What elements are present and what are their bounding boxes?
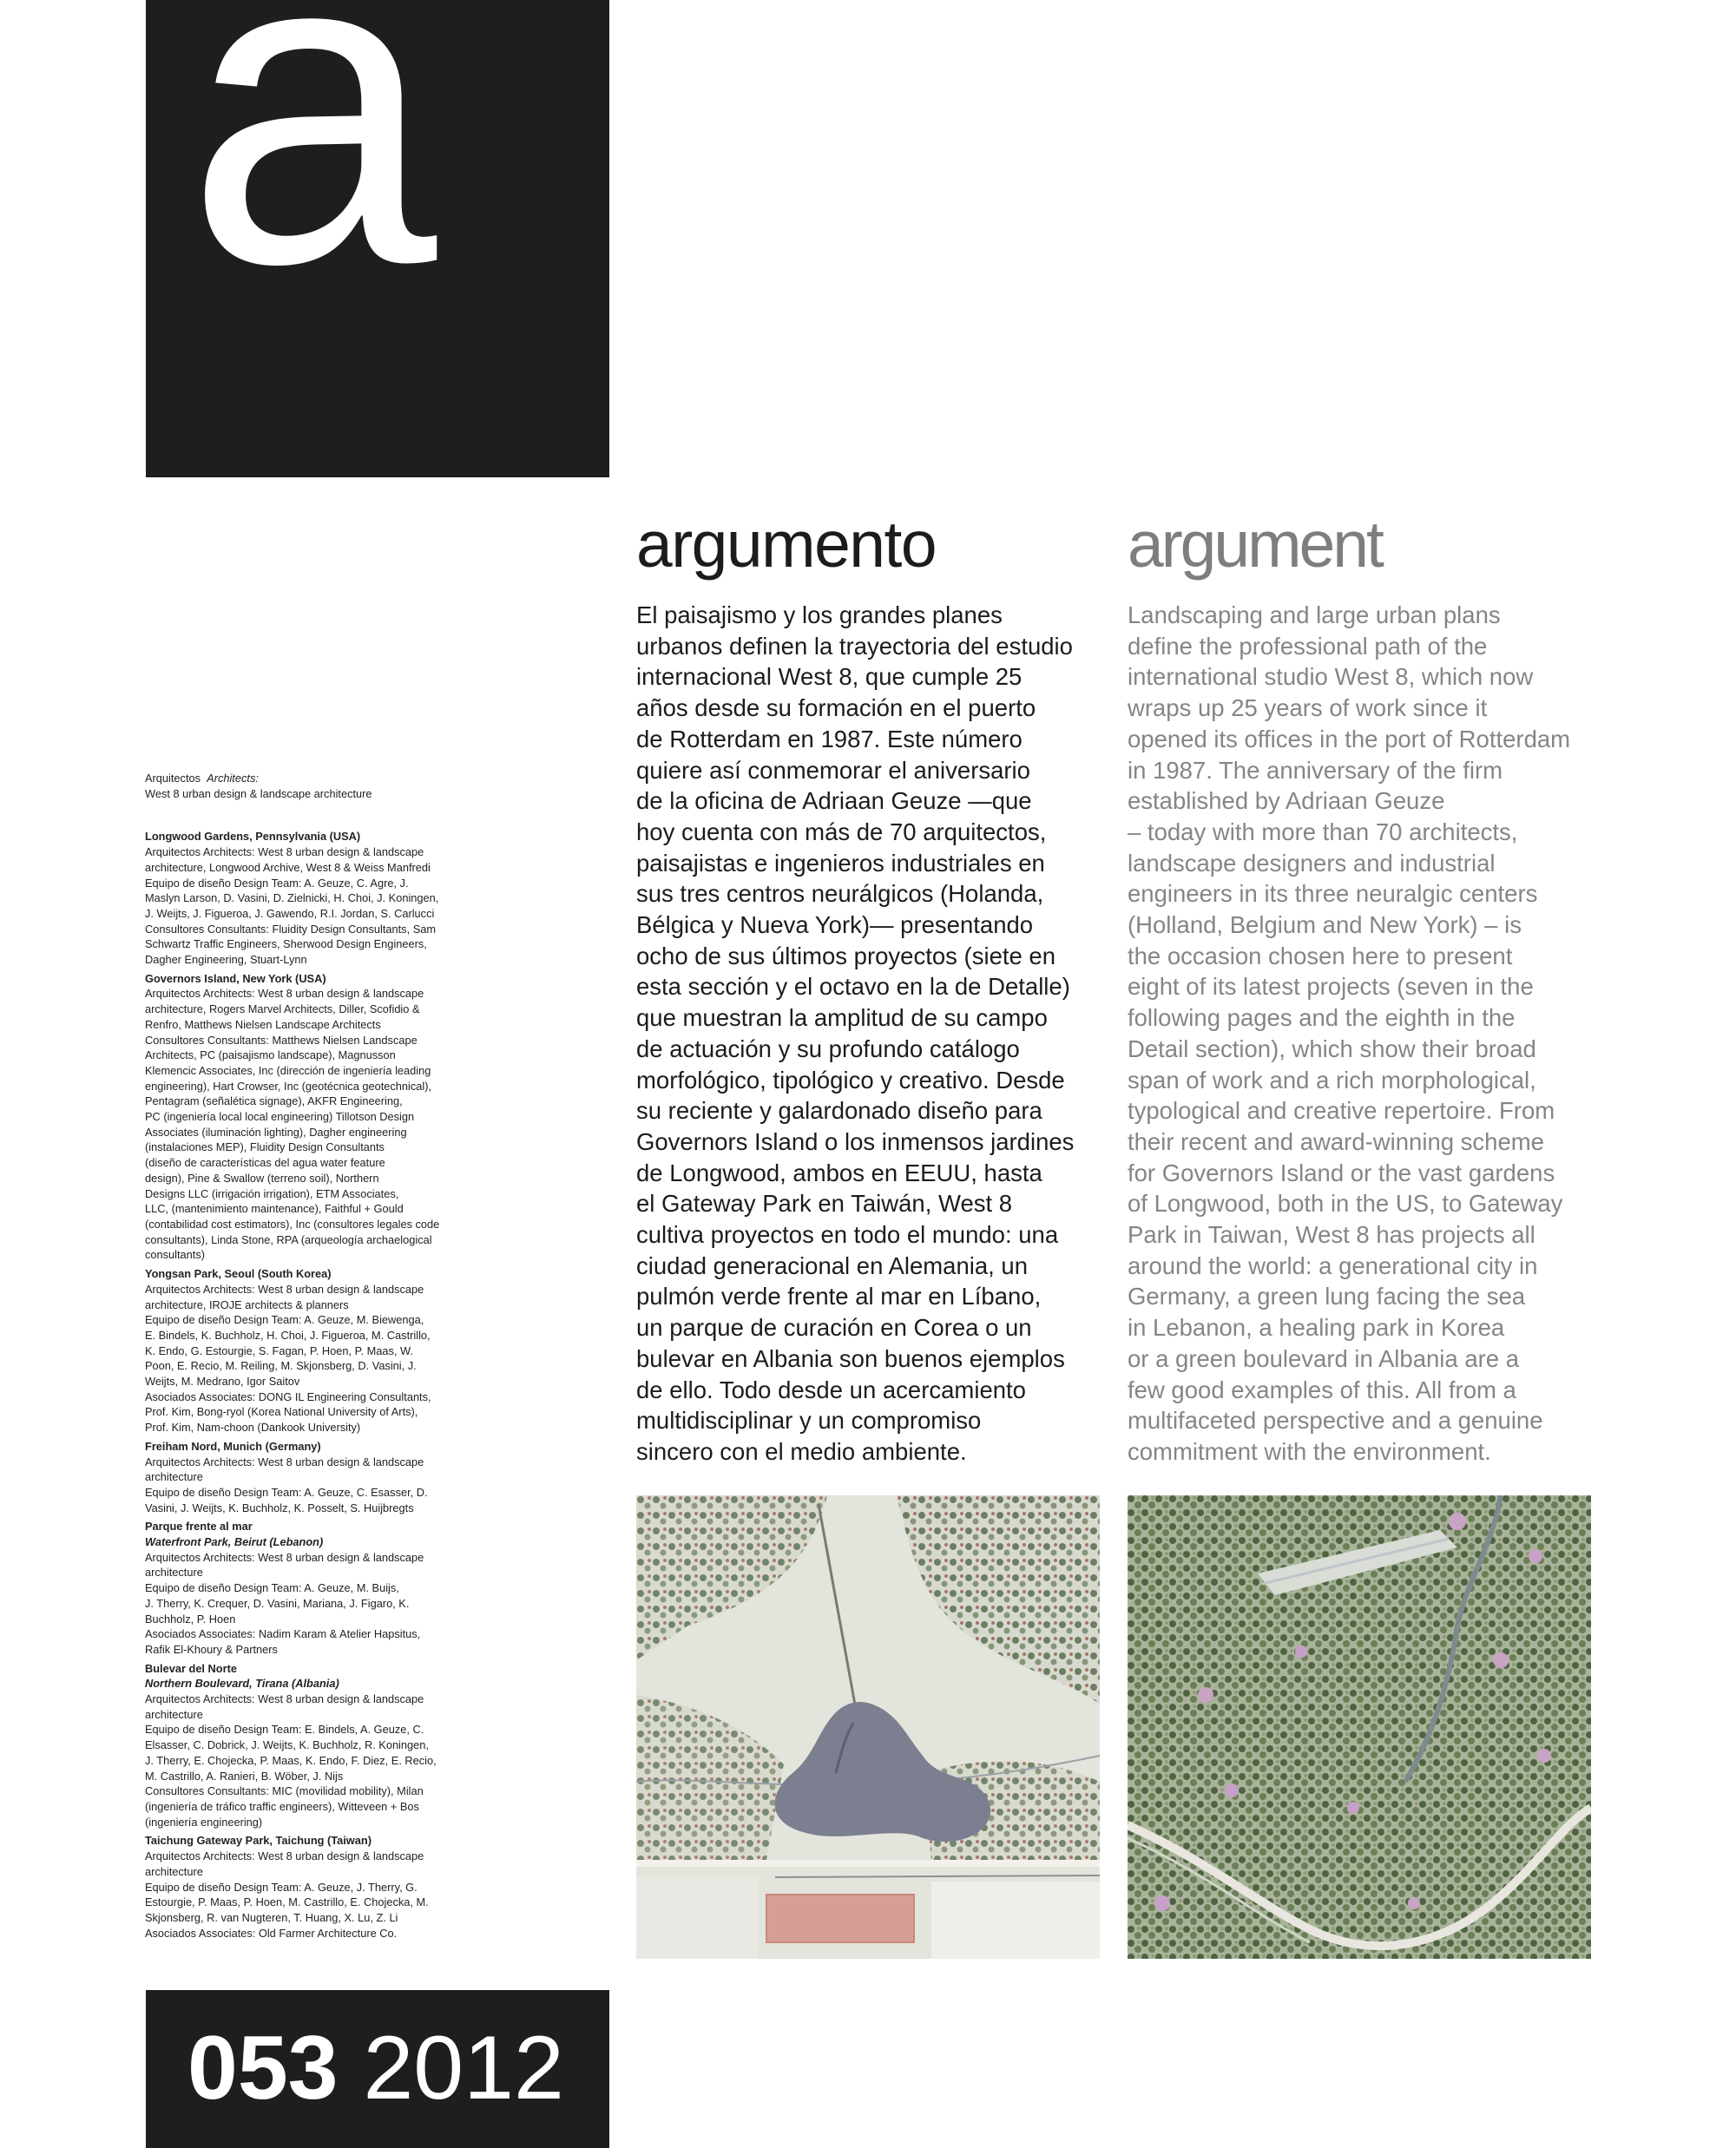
spanish-title: argumento (636, 508, 937, 581)
credits-line: Arquitectos Architects: West 8 urban design & landscape (145, 1282, 424, 1296)
credits-line: J. Therry, K. Crequer, D. Vasini, Mariana, J. Figaro, K. (145, 1596, 410, 1610)
spanish-body-line: ciudad generacional en Alemania, un (636, 1251, 1029, 1279)
english-body-line: in Lebanon, a healing park in Korea (1128, 1314, 1505, 1342)
issue-number: 053 (187, 2018, 339, 2118)
site-plan-left-graphic (636, 1495, 1100, 1959)
english-body-line: or a green boulevard in Albania are a (1128, 1344, 1520, 1372)
issue-block (146, 1990, 609, 2148)
credits-line: Dagher Engineering, Stuart-Lynn (145, 953, 307, 967)
spanish-body-line: de Rotterdam en 1987. Este número (636, 725, 1023, 752)
english-body-line: span of work and a rich morphological, (1128, 1066, 1536, 1094)
spanish-body-line: multidisciplinar y un compromiso (636, 1407, 982, 1435)
english-body-line: wraps up 25 years of work since it (1128, 694, 1488, 722)
credits-line: design), Pine & Swallow (terreno soil), Northern (145, 1171, 379, 1185)
credits-line: Klemencic Associates, Inc (dirección de ingeniería leading (145, 1063, 431, 1077)
credits-line: Arquitectos Architects: West 8 urban design & landscape (145, 1550, 424, 1564)
english-body-line: Landscaping and large urban plans (1128, 601, 1501, 628)
spanish-body-line: paisajistas e ingenieros industriales en (636, 849, 1045, 877)
english-body-line: of Longwood, both in the US, to Gateway (1128, 1190, 1563, 1218)
credits-line: Prof. Kim, Bong-ryol (Korea National University of Arts), (145, 1405, 418, 1419)
credits-line: PC (ingeniería local local engineering) Tillotson Design (145, 1110, 415, 1124)
english-body-line: landscape designers and industrial (1128, 849, 1496, 877)
english-body-line: international studio West 8, which now (1128, 663, 1534, 691)
credits-line: Asociados Associates: Nadim Karam & Atelier Hapsitus, (145, 1627, 421, 1641)
english-body-line: eight of its latest projects (seven in the (1128, 973, 1534, 1001)
english-body-line: opened its offices in the port of Rotterdam (1128, 725, 1571, 752)
credits-project (145, 1519, 492, 1657)
credits-line: Poon, E. Recio, M. Reiling, M. Skjonsberg, D. Vasini, J. (145, 1359, 417, 1373)
spanish-body-line: internacional West 8, que cumple 25 (636, 663, 1023, 691)
credits-architects-label-es: Arquitectos (145, 772, 201, 785)
spanish-body-line: de ello. Todo desde un acercamiento (636, 1376, 1026, 1403)
credits-line: Asociados Associates: DONG IL Engineering Consultants, (145, 1389, 431, 1403)
credits-line: Arquitectos Architects: West 8 urban design & landscape (145, 1455, 424, 1468)
credits-line: Equipo de diseño Design Team: A. Geuze, C. Agre, J. (145, 876, 409, 890)
credits-project-title: Bulevar del Norte (145, 1661, 237, 1675)
credits-line: Architects, PC (paisajismo landscape), Magnusson (145, 1048, 396, 1062)
credits-line: Consultores Consultants: Fluidity Design Consultants, Sam (145, 922, 437, 936)
english-body-line: (Holland, Belgium and New York) – is (1128, 911, 1522, 939)
english-body-line: typological and creative repertoire. From (1128, 1097, 1555, 1125)
english-body-line: define the professional path of the (1128, 632, 1488, 660)
credits-line: Rafik El-Khoury & Partners (145, 1642, 278, 1656)
credits-line: Maslyn Larson, D. Vasini, D. Zielnicki, H. Choi, J. Koningen, (145, 891, 439, 905)
credits-line: Associates (iluminación lighting), Dagher engineering (145, 1125, 407, 1139)
credits-line: Equipo de diseño Design Team: A. Geuze, C. Esasser, D. (145, 1485, 428, 1499)
credits-line: Equipo de diseño Design Team: A. Geuze, M. Buijs, (145, 1581, 399, 1595)
english-body (1128, 600, 1596, 1468)
credits-column (145, 771, 492, 1944)
credits-project-title: Governors Island, New York (USA) (145, 971, 326, 985)
credits-line: (diseño de características del agua water feature (145, 1156, 385, 1170)
spanish-body-line: su reciente y galardonado diseño para (636, 1097, 1042, 1125)
credits-line: Estourgie, P. Maas, P. Hoen, M. Castrillo, E. Chojecka, M. (145, 1895, 429, 1909)
credits-line: Prof. Kim, Nam-choon (Dankook University) (145, 1421, 361, 1435)
credits-line: Equipo de diseño Design Team: A. Geuze, J. Therry, G. (145, 1880, 418, 1894)
credits-project-title: Freiham Nord, Munich (Germany) (145, 1439, 321, 1453)
credits-project-title: Longwood Gardens, Pennsylvania (USA) (145, 830, 361, 844)
credits-project-title: Parque frente al mar (145, 1520, 253, 1534)
credits-line: Consultores Consultants: MIC (movilidad mobility), Milan (145, 1784, 424, 1798)
spanish-body-line: el Gateway Park en Taiwán, West 8 (636, 1190, 1013, 1218)
issue-label (187, 2020, 564, 2116)
english-body-line: Germany, a green lung facing the sea (1128, 1283, 1526, 1310)
credits-line: Arquitectos Architects: West 8 urban design & landscape (145, 845, 424, 859)
credits-project-subtitle: Waterfront Park, Beirut (Lebanon) (145, 1535, 324, 1549)
spanish-body-line: El paisajismo y los grandes planes (636, 601, 1003, 628)
english-title: argument (1128, 508, 1382, 581)
english-body-line: engineers in its three neuralgic centers (1128, 880, 1538, 908)
site-plan-left-image (636, 1495, 1100, 1959)
credits-line: architecture, IROJE architects & planners (145, 1297, 349, 1311)
credits-line: (contabilidad cost estimators), Inc (consultores legales code (145, 1217, 440, 1231)
spanish-body-line: pulmón verde frente al mar en Líbano, (636, 1283, 1042, 1310)
site-plan-right-graphic (1128, 1495, 1591, 1959)
spanish-body-line: un parque de curación en Corea o un (636, 1314, 1032, 1342)
spanish-body-line: de actuación y su profundo catálogo (636, 1035, 1020, 1062)
spanish-body-line: morfológico, tipológico y creativo. Desde (636, 1066, 1065, 1094)
spanish-body-line: esta sección y el octavo en la de Detalle) (636, 973, 1070, 1001)
spanish-body-line: hoy cuenta con más de 70 arquitectos, (636, 818, 1047, 845)
credits-architects-label-en: Architects: (207, 772, 259, 785)
credits-project-title: Taichung Gateway Park, Taichung (Taiwan) (145, 1834, 372, 1848)
english-body-line: established by Adriaan Geuze (1128, 787, 1445, 815)
credits-line: Equipo de diseño Design Team: E. Bindels, A. Geuze, C. (145, 1723, 424, 1737)
credits-architects-value: West 8 urban design & landscape architecture (145, 786, 372, 800)
credits-projects (145, 829, 492, 1941)
issue-year: 2012 (363, 2018, 564, 2118)
spanish-body-line: Bélgica y Nueva York)— presentando (636, 911, 1034, 939)
credits-line: architecture, Rogers Marvel Architects, Diller, Scofidio & (145, 1002, 420, 1016)
credits-line: K. Endo, G. Estourgie, S. Fagan, P. Hoen, P. Maas, W. (145, 1343, 413, 1357)
credits-line: E. Bindels, K. Buchholz, H. Choi, J. Figueroa, M. Castrillo, (145, 1328, 431, 1342)
spanish-body-line: sus tres centros neurálgicos (Holanda, (636, 880, 1044, 908)
spanish-body-line: que muestran la amplitud de su campo (636, 1004, 1048, 1032)
credits-line: Designs LLC (irrigación irrigation), ETM Associates, (145, 1186, 399, 1200)
credits-line: M. Castrillo, A. Ranieri, B. Wöber, J. Nijs (145, 1769, 344, 1783)
credits-line: (ingeniería de tráfico traffic engineers), Witteveen + Bos (145, 1800, 419, 1813)
spanish-body-line: quiere así conmemorar el aniversario (636, 756, 1030, 784)
credits-line: architecture, Longwood Archive, West 8 & Weiss Manfredi (145, 860, 431, 874)
credits-line: Arquitectos Architects: West 8 urban design & landscape (145, 1692, 424, 1706)
logo-letter: a (186, 0, 429, 358)
credits-line: J. Therry, E. Chojecka, P. Maas, K. Endo, F. Diez, E. Recio, (145, 1753, 437, 1767)
english-body-line: Detail section), which show their broad (1128, 1035, 1536, 1062)
site-plan-right-image (1128, 1495, 1591, 1959)
spanish-body (636, 600, 1105, 1468)
spanish-body-line: sincero con el medio ambiente. (636, 1437, 967, 1465)
spanish-body-line: urbanos definen la trayectoria del estudio (636, 632, 1073, 660)
credits-line: Arquitectos Architects: West 8 urban design & landscape (145, 1849, 424, 1863)
english-body-line: around the world: a generational city in (1128, 1251, 1538, 1279)
credits-line: architecture (145, 1707, 203, 1721)
credits-line: Elsasser, C. Dobrick, J. Weijts, K. Buchholz, R. Koningen, (145, 1738, 429, 1752)
credits-line: engineering), Hart Crowser, Inc (geotécnica geotechnical), (145, 1079, 432, 1093)
english-body-line: in 1987. The anniversary of the firm (1128, 756, 1503, 784)
english-body-line: Park in Taiwan, West 8 has projects all (1128, 1221, 1535, 1249)
credits-line: Weijts, M. Medrano, Igor Saitov (145, 1375, 300, 1389)
spanish-body-line: años desde su formación en el puerto (636, 694, 1036, 722)
spanish-body-line: cultiva proyectos en todo el mundo: una (636, 1221, 1059, 1249)
spanish-body-line: bulevar en Albania son buenos ejemplos (636, 1344, 1065, 1372)
credits-project-title: Yongsan Park, Seoul (South Korea) (145, 1267, 332, 1281)
credits-line: Asociados Associates: Old Farmer Architecture Co. (145, 1926, 398, 1940)
credits-project (145, 1439, 492, 1516)
credits-line: (instalaciones MEP), Fluidity Design Consultants (145, 1140, 385, 1154)
credits-project (145, 829, 492, 967)
credits-line: Arquitectos Architects: West 8 urban design & landscape (145, 987, 424, 1001)
spanish-body-line: Governors Island o los inmensos jardines (636, 1127, 1075, 1155)
spanish-body-line: de Longwood, ambos en EEUU, hasta (636, 1159, 1042, 1186)
credits-project (145, 1661, 492, 1830)
credits-line: architecture (145, 1566, 203, 1580)
credits-line: Vasini, J. Weijts, K. Buchholz, K. Posselt, S. Huijbregts (145, 1501, 414, 1514)
credits-line: consultants), Linda Stone, RPA (arqueología archaelogical (145, 1232, 432, 1246)
credits-line: Consultores Consultants: Matthews Nielsen Landscape (145, 1033, 418, 1047)
credits-line: Renfro, Matthews Nielsen Landscape Architects (145, 1017, 381, 1031)
credits-line: Skjonsberg, R. van Nugteren, T. Huang, X. Lu, Z. Li (145, 1910, 398, 1924)
credits-line: architecture (145, 1470, 203, 1484)
credits-project (145, 1833, 492, 1941)
english-body-line: multifaceted perspective and a genuine (1128, 1407, 1543, 1435)
credits-line: (ingeniería engineering) (145, 1815, 263, 1829)
spanish-body-line: de la oficina de Adriaan Geuze —que (636, 787, 1032, 815)
credits-line: Schwartz Traffic Engineers, Sherwood Design Engineers, (145, 937, 427, 951)
credits-project (145, 1266, 492, 1435)
logo-block (146, 0, 609, 477)
credits-project-subtitle: Northern Boulevard, Tirana (Albania) (145, 1677, 339, 1691)
credits-line: consultants) (145, 1248, 205, 1262)
english-body-line: the occasion chosen here to present (1128, 942, 1513, 969)
spanish-body-line: ocho de sus últimos proyectos (siete en (636, 942, 1056, 969)
english-body-line: commitment with the environment. (1128, 1437, 1491, 1465)
english-body-line: few good examples of this. All from a (1128, 1376, 1516, 1403)
english-body-line: for Governors Island or the vast gardens (1128, 1159, 1555, 1186)
english-body-line: – today with more than 70 architects, (1128, 818, 1518, 845)
credits-line: LLC, (mantenimiento maintenance), Faithful + Gould (145, 1202, 404, 1216)
credits-project (145, 971, 492, 1263)
english-body-line: their recent and award-winning scheme (1128, 1127, 1544, 1155)
credits-architects (145, 771, 492, 801)
credits-line: Pentagram (señalética signage), AKFR Engineering, (145, 1094, 403, 1108)
credits-line: Buchholz, P. Hoen (145, 1612, 236, 1626)
credits-line: J. Weijts, J. Figueroa, J. Gawendo, R.I. Jordan, S. Carlucci (145, 906, 435, 920)
credits-line: architecture (145, 1864, 203, 1878)
english-body-line: following pages and the eighth in the (1128, 1004, 1516, 1032)
credits-line: Equipo de diseño Design Team: A. Geuze, M. Biewenga, (145, 1313, 424, 1327)
